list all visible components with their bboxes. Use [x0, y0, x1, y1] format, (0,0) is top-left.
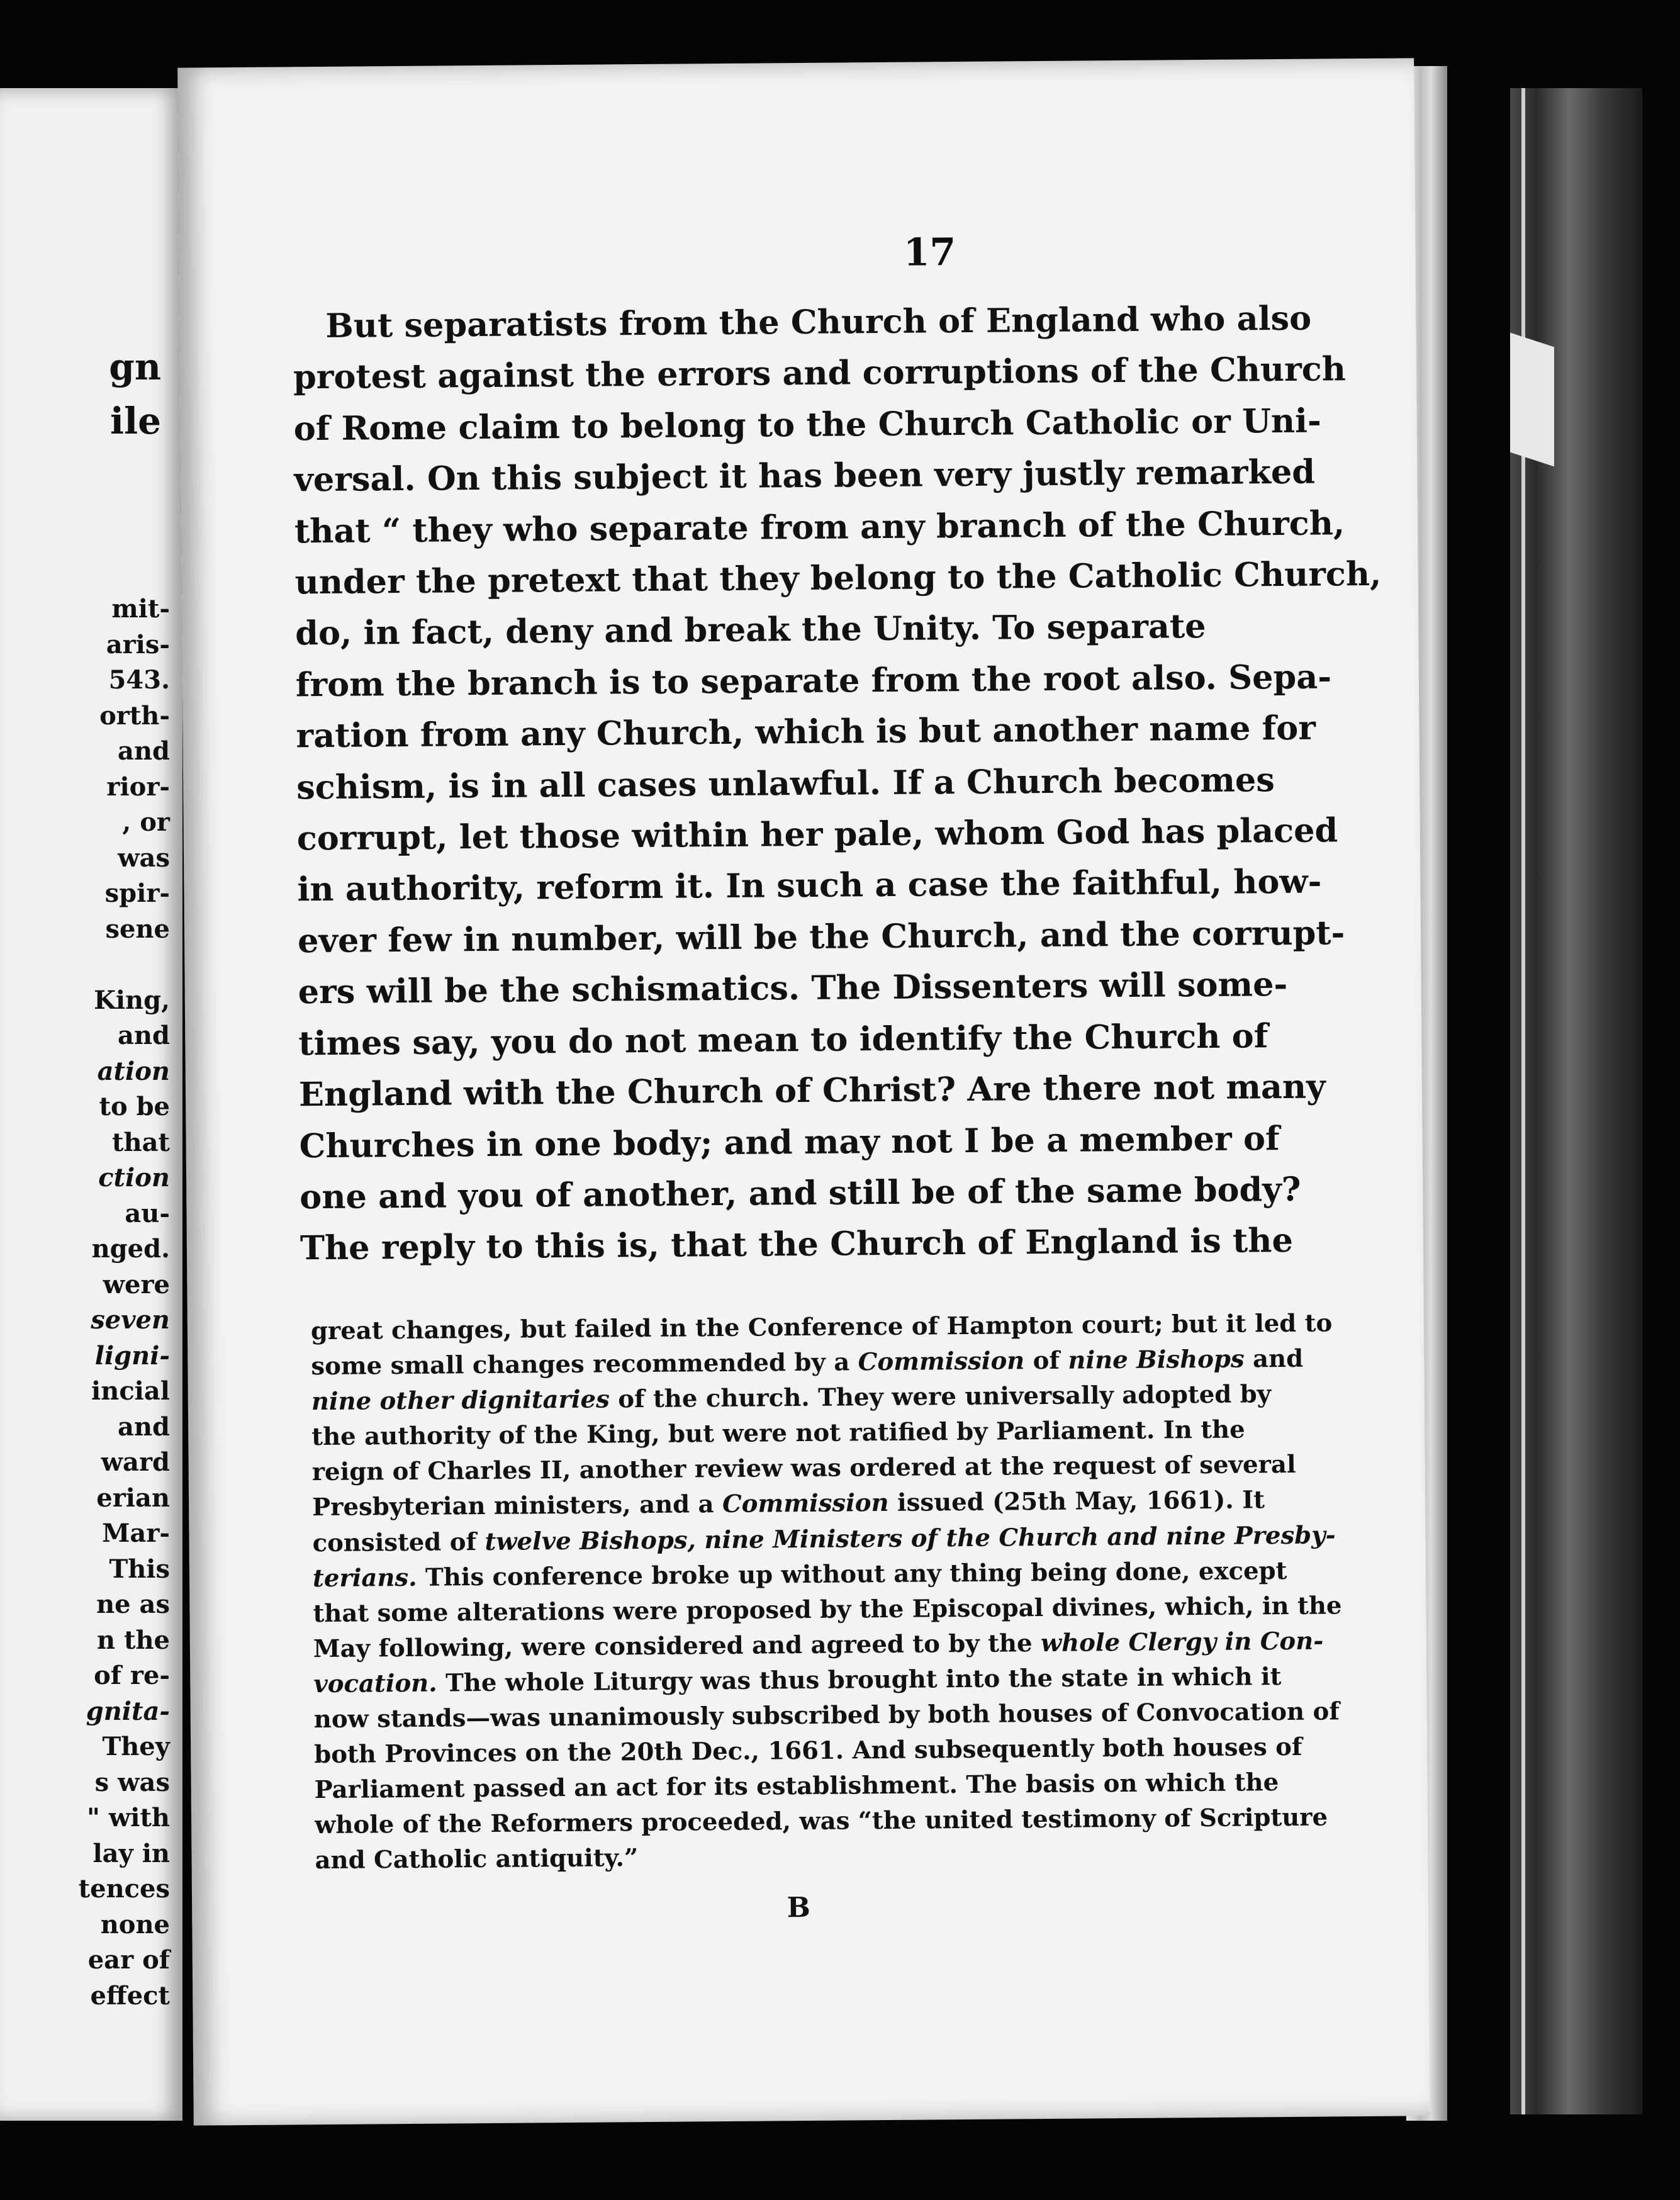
footnote-line [315, 1836, 1211, 1878]
left-heading-line: gn [109, 345, 161, 388]
body-line: that “ they who separate from any branch of the Church, [294, 503, 1345, 551]
body-line: under the pretext that they belong to the Catholic Church, [294, 554, 1382, 602]
left-line: ation [97, 1056, 170, 1086]
footnote-italic: terians. [312, 1563, 417, 1593]
footnote-italic: Commission [858, 1347, 1025, 1377]
footnote-text: now stands—was unanimously subscribed by both houses of Convocation of [313, 1697, 1340, 1734]
left-line: spir- [104, 878, 170, 908]
body-text [293, 294, 1382, 1274]
footnote-italic: nine Bishops [1068, 1345, 1245, 1375]
left-line: ction [98, 1163, 170, 1193]
left-line: They [102, 1732, 170, 1761]
body-line: corrupt, let those within her pale, whom God has placed [296, 811, 1338, 858]
left-line: King, [94, 985, 170, 1015]
left-line-blank [79, 947, 170, 983]
body-line: do, in fact, deny and break the Unity. To separate [295, 607, 1206, 653]
left-line: to be [99, 1092, 170, 1121]
left-line: ear of [87, 1945, 170, 1975]
left-line: and [118, 1411, 170, 1442]
left-page-fragment [0, 88, 182, 2121]
left-line: erian [96, 1483, 170, 1513]
footnote-text: issued (25th May, 1661). It [888, 1486, 1265, 1518]
left-line: ne as [96, 1590, 170, 1619]
footnote-text: consisted of [312, 1527, 485, 1557]
left-line: and [118, 1021, 170, 1050]
left-line: ligni- [94, 1340, 170, 1371]
left-page-text [79, 592, 170, 2014]
main-page [177, 58, 1430, 2125]
footnote-line [311, 1483, 1265, 1525]
body-line: But separatists from the Church of England who also [325, 299, 1312, 345]
footnote-text: both Provinces on the 20th Dec., 1661. And subsequently both houses of [314, 1732, 1302, 1770]
signature-mark: B [787, 1891, 810, 1924]
left-line: aris- [106, 629, 170, 659]
footnote-text: Parliament passed an act for its establishment. The basis on which the [314, 1768, 1279, 1805]
footnote-text: that some alterations were proposed by the Episcopal divines, which, in the [313, 1591, 1342, 1628]
footnote-text: Presbyterian ministers, and a [311, 1490, 723, 1522]
left-heading-line: ile [110, 400, 161, 442]
left-line: that [112, 1127, 170, 1157]
left-line: gnita- [86, 1696, 170, 1726]
footnote-italic: Commission [722, 1489, 889, 1519]
left-line: rior- [106, 772, 170, 802]
left-line: effect [90, 1980, 170, 2011]
left-line: sene [105, 914, 170, 944]
footnote-italic: twelve Bishops, nine Ministers of the Church and nine Presby- [484, 1520, 1336, 1556]
footnote-text: great changes, but failed in the Conference of Hampton court; but it led to [310, 1309, 1333, 1346]
body-line: from the branch is to separate from the root also. Sepa- [295, 658, 1332, 705]
left-line: tences [78, 1874, 170, 1904]
body-line: Churches in one body; and may not I be a member of [299, 1119, 1280, 1165]
body-line: ers will be the schismatics. The Dissenters will some- [298, 965, 1288, 1012]
footnote-text: and Catholic antiquity.” [315, 1844, 639, 1875]
footnote-text: whole of the Reformers proceeded, was “the united testimony of Scripture [314, 1803, 1328, 1840]
footnote-text: the authority of the King, but were not ratified by Parliament. In the [311, 1415, 1245, 1452]
footnote-text: of [1024, 1346, 1068, 1376]
left-line: orth- [99, 700, 170, 731]
left-line: were [103, 1269, 170, 1299]
left-line: seven [91, 1305, 170, 1335]
footnote-text: of the church. They were universally adopted by [609, 1380, 1272, 1414]
left-line: of re- [94, 1661, 170, 1690]
footnote-line [314, 1801, 1328, 1843]
left-line: n the [96, 1625, 170, 1655]
footnote-italic: whole Clergy in Con- [1040, 1627, 1324, 1658]
body-line: of Rome claim to belong to the Church Catholic or Uni- [293, 401, 1321, 449]
body-line: times say, you do not mean to identify the Church of [298, 1016, 1268, 1063]
left-line: and [118, 736, 170, 766]
body-line: one and you of another, and still be of the same body? [300, 1170, 1301, 1217]
body-line: ration from any Church, which is but another name for [296, 709, 1316, 756]
left-line: 543. [108, 665, 170, 695]
footnote-text: May following, were considered and agreed to by the [313, 1629, 1041, 1663]
left-page-heading [109, 340, 161, 448]
left-line: , or [122, 807, 170, 837]
left-line: This [109, 1554, 170, 1584]
footnote-text: and [1244, 1344, 1304, 1374]
left-line: incial [91, 1376, 170, 1406]
footnote-italic: nine other dignitaries [311, 1385, 610, 1417]
left-line: mit- [111, 594, 170, 624]
left-line: was [118, 843, 170, 873]
left-line: ward [101, 1447, 170, 1477]
bookmark-ribbon [1510, 333, 1554, 467]
footnote [310, 1307, 1342, 1879]
left-line: nged. [91, 1234, 170, 1264]
left-line: au- [125, 1198, 170, 1228]
page-number: 17 [903, 230, 956, 275]
left-line: " with [87, 1803, 170, 1832]
footnote-text: This conference broke up without any thing being done, except [417, 1556, 1287, 1592]
body-line: versal. On this subject it has been very justly remarked [294, 452, 1316, 500]
footnote-text: some small changes recommended by a [311, 1348, 858, 1381]
left-line: none [100, 1909, 170, 1939]
body-line: England with the Church of Christ? Are there not many [298, 1067, 1326, 1114]
body-line: ever few in number, will be the Church, and the corrupt- [297, 914, 1345, 961]
body-line: The reply to this is, that the Church of England is the [300, 1221, 1294, 1268]
footnote-italic: vocation. [313, 1669, 437, 1699]
body-line: schism, is in all cases unlawful. If a Church becomes [296, 760, 1275, 807]
left-line: s was [94, 1767, 170, 1797]
footnote-text: The whole Liturgy was thus brought into the state in which it [437, 1663, 1282, 1698]
footnote-text: reign of Charles II, another review was ordered at the request of several [311, 1451, 1296, 1487]
body-line: protest against the errors and corruptions of the Church [293, 350, 1347, 397]
left-line: Mar- [102, 1518, 170, 1548]
body-line: in authority, reform it. In such a case the faithful, how- [297, 862, 1322, 909]
left-line: lay in [92, 1838, 170, 1868]
